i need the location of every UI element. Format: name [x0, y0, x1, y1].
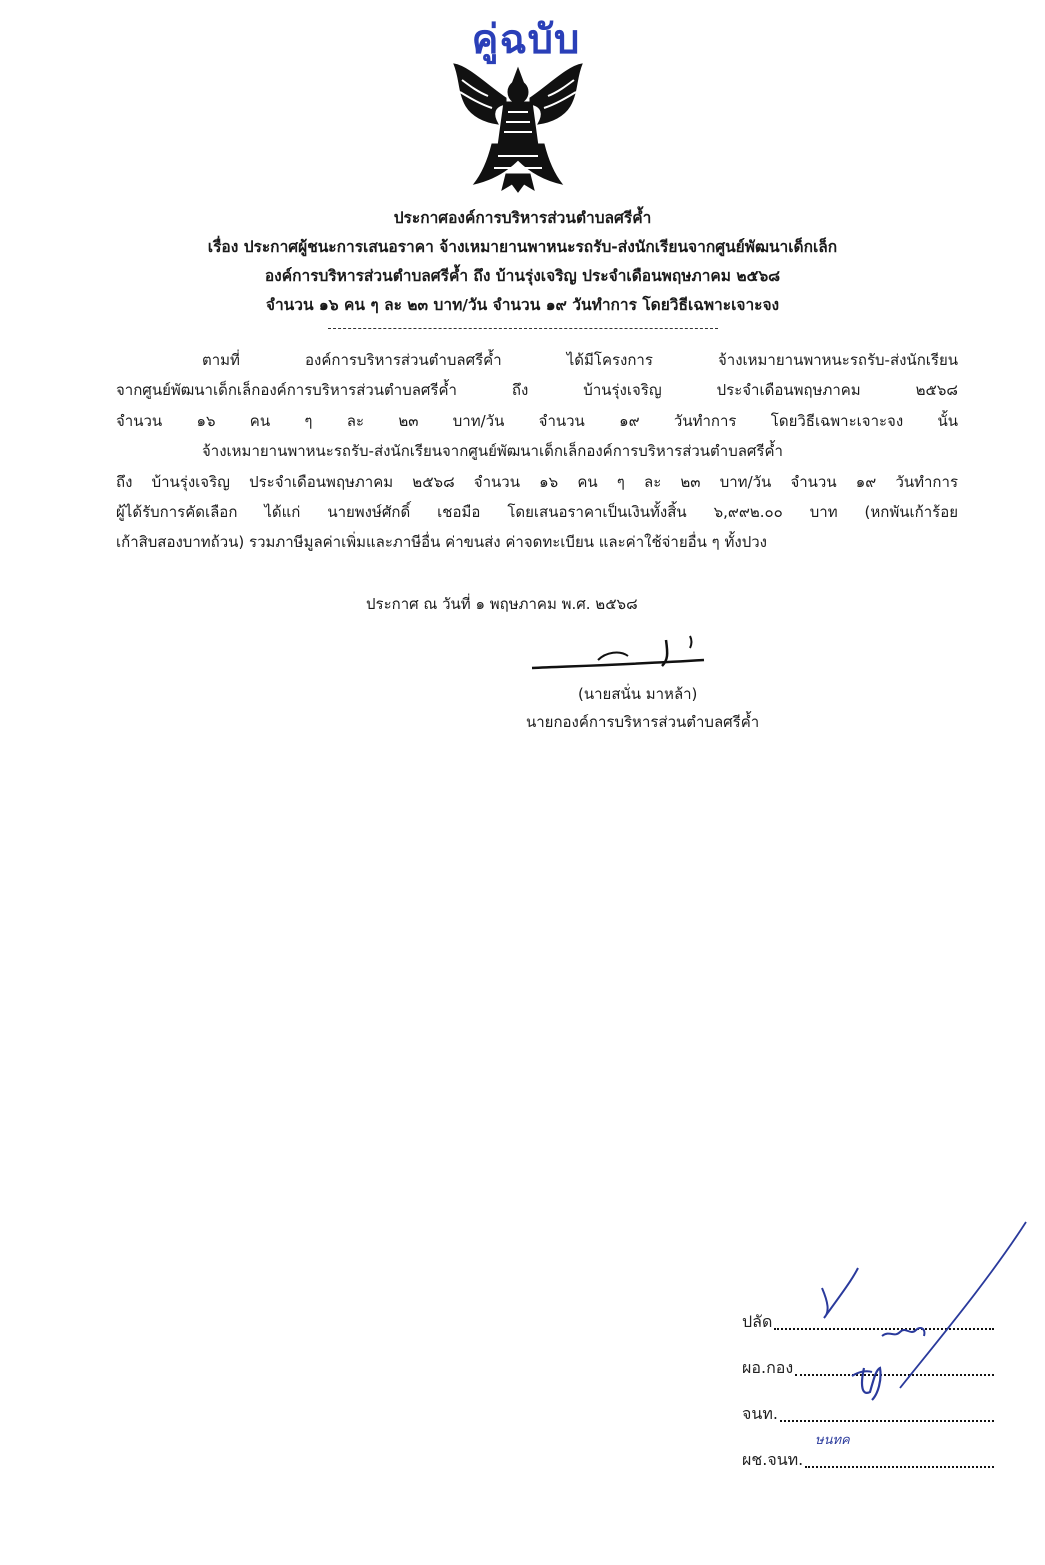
announcement-header: [100, 204, 945, 320]
body-line: เก้าสิบสองบาทถ้วน) รวมภาษีมูลค่าเพิ่มและภาษีอื่น ค่าขนส่ง ค่าจดทะเบียน และค่าใช้จ่ายอื่น ๆ ทั้งปวง: [116, 533, 767, 552]
garuda-emblem-icon: [448, 56, 588, 196]
body-line: จ้างเหมายานพาหนะรถรับ-ส่งนักเรียนจากศูนย์พัฒนาเด็กเล็กองค์การบริหารส่วนตำบลศรีค้ำ: [202, 442, 783, 461]
announcement-body: [116, 345, 958, 558]
body-line: ถึง บ้านรุ่งเจริญ ประจำเดือนพฤษภาคม ๒๕๖๘ จำนวน ๑๖ คน ๆ ละ ๒๓ บาท/วัน จำนวน ๑๙ วันทำการ: [116, 472, 958, 491]
header-subject-line-2: องค์การบริหารส่วนตำบลศรีค้ำ ถึง บ้านรุ่งเจริญ ประจำเดือนพฤษภาคม ๒๕๖๘: [264, 267, 781, 285]
signer-name: (นายสนั่น มาหล้า): [578, 685, 698, 703]
header-divider: [328, 328, 718, 329]
routing-label: จนท.: [742, 1404, 778, 1423]
body-line: ผู้ได้รับการคัดเลือก ได้แก่ นายพงษ์ศักดิ์ เชอมือ โดยเสนอราคาเป็นเงินทั้งสิ้น ๖,๙๙๒.๐๐ บาท (หกพันเก้าร้อย: [116, 502, 958, 521]
body-line: ตามที่ องค์การบริหารส่วนตำบลศรีค้ำ ได้มีโครงการ จ้างเหมายานพาหนะรถรับ-ส่งนักเรียน: [202, 351, 958, 369]
header-subject: เรื่อง ประกาศผู้ชนะการเสนอราคา จ้างเหมายานพาหนะรถรับ-ส่งนักเรียนจากศูนย์พัฒนาเด็กเล็ก: [207, 238, 838, 256]
routing-label: ผอ.กอง: [742, 1358, 794, 1377]
routing-label: ผช.จนท.: [742, 1450, 804, 1469]
handwritten-note: ษนทค: [815, 1433, 850, 1448]
signature-mark: [528, 630, 708, 680]
routing-label: ปลัด: [742, 1312, 773, 1331]
body-line: จากศูนย์พัฒนาเด็กเล็กองค์การบริหารส่วนตำบลศรีค้ำ ถึง บ้านรุ่งเจริญ ประจำเดือนพฤษภาคม ๒๕๖๘: [116, 381, 958, 400]
copy-stamp: คู่ฉบับ: [471, 17, 581, 63]
handwritten-initials: [740, 1218, 1040, 1468]
header-title: ประกาศองค์การบริหารส่วนตำบลศรีค้ำ: [393, 209, 652, 227]
header-subject-line-3: จำนวน ๑๖ คน ๆ ละ ๒๓ บาท/วัน จำนวน ๑๙ วันทำการ โดยวิธีเฉพาะเจาะจง: [265, 296, 780, 314]
body-line: จำนวน ๑๖ คน ๆ ละ ๒๓ บาท/วัน จำนวน ๑๙ วันทำการ โดยวิธีเฉพาะเจาะจง นั้น: [116, 411, 958, 430]
announcement-date: ประกาศ ณ วันที่ ๑ พฤษภาคม พ.ศ. ๒๕๖๘: [366, 595, 638, 613]
signer-position: นายกองค์การบริหารส่วนตำบลศรีค้ำ: [526, 713, 760, 731]
